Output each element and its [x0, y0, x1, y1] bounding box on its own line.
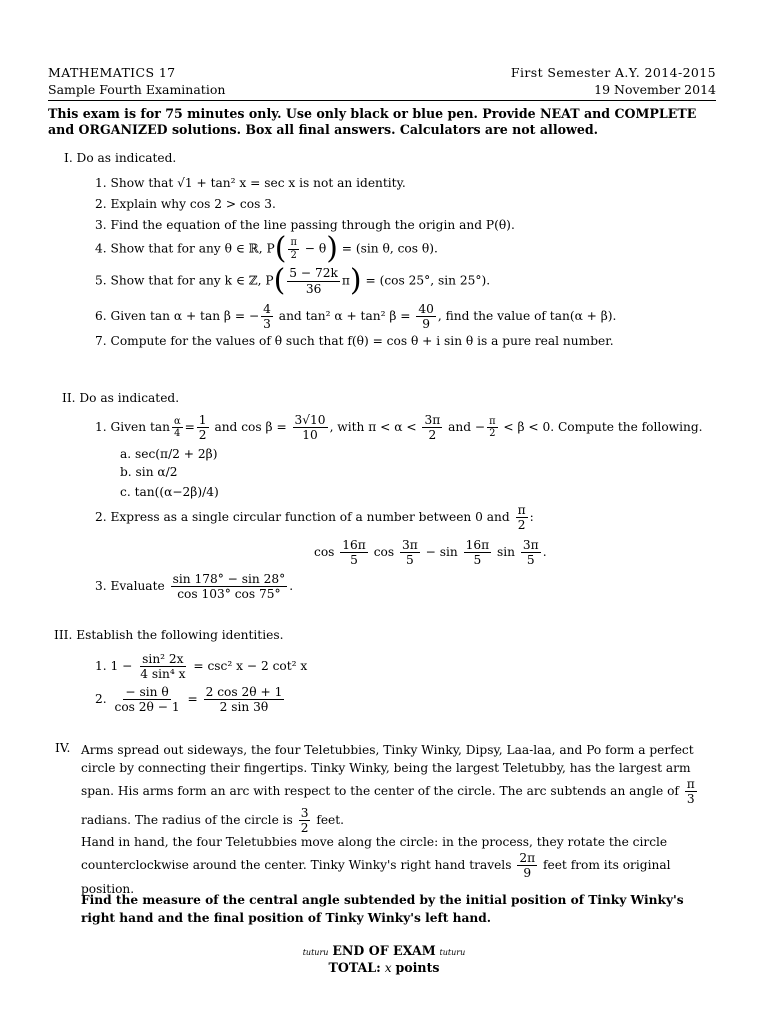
part1-q6: 6. Given tan α + tan β = − $\frac{4}{3}$ and tan² α + tan² β = $\frac{40}{9}$ , find the value of tan(α + β).: [95, 302, 617, 332]
total-points: TOTAL: x points: [328, 960, 440, 975]
part1-q1: 1. Show that √1 + tan² x = sec x is not an identity.: [95, 176, 406, 190]
exam-title: Sample Fourth Examination: [48, 82, 226, 97]
instructions: This exam is for 75 minutes only. Use only black or blue pen. Provide NEAT and COMPLETE and ORGANIZED solutions. Box all final answers. Calculators are not allowed.: [48, 106, 697, 137]
part3-q2: 2. $\frac{\text{− sin θ}}{\cos 2\theta - 1}$ = $\frac{2 \cos 2\theta + 1}{2 \sin 3\theta}$: [95, 685, 283, 715]
part3-q1: 1. 1 − $\frac{\text{sin² 2x}}{\text{4 sin⁴ x}}$ = csc² x − 2 cot² x: [95, 652, 308, 682]
part4-paragraph-1: Arms spread out sideways, the four Teletubbies, Tinky Winky, Dipsy, Laa-laa, and Po form a perfect circle by connecting their fingertips. Tinky Winky, being the largest Teletubby, has the largest arm span. His arms form an arc with respect to the center of the circle. The arc subtends an angle of $\frac{\pi}{3}$ radians. The radius of the circle is $\frac{3}{2}$ feet.: [81, 743, 695, 836]
header: [48, 64, 716, 98]
header-rule: [48, 100, 716, 101]
part1-q3: 3. Find the equation of the line passing through the origin and P(θ).: [95, 218, 515, 232]
part1-heading: I. Do as indicated.: [64, 151, 177, 165]
part1-q5: 5. Show that for any k ∈ ℤ, P( $\frac{5 - 72k}{36}$ π) = (cos 25°, sin 25°).: [95, 263, 491, 298]
part1-q4: 4. Show that for any θ ∈ ℝ, P( $\frac{\pi}{2}$ − θ) = (sin θ, cos θ).: [95, 231, 438, 266]
part2-q1-c: c. tan((α−2β)/4): [120, 485, 219, 499]
part4-label: IV.: [55, 741, 71, 755]
part4-paragraph-2: Hand in hand, the four Teletubbies move along the circle: in the process, they rotate the circle counterclockwise around the center. Tinky Winky's right hand travels $\frac{2\pi}{9}$ feet from its original position.: [81, 835, 671, 897]
part1-q7: 7. Compute for the values of θ such that f(θ) = cos θ + i sin θ is a pure real number.: [95, 334, 614, 348]
part2-heading: II. Do as indicated.: [62, 391, 180, 405]
part2-q2: 2. Express as a single circular function of a number between 0 and $\frac{\pi}{2}$ :: [95, 503, 534, 533]
part4-question: Find the measure of the central angle subtended by the initial position of Tinky Winky's right hand and the final position of Tinky Winky's left hand.: [81, 893, 684, 925]
exam-date: 19 November 2014: [594, 82, 716, 97]
part3-heading: III. Establish the following identities.: [54, 628, 284, 642]
part2-q2-expression: cos $\frac{16\pi}{5}$ cos $\frac{3\pi}{5}$ − sin $\frac{16\pi}{5}$ sin $\frac{3\pi}{5}$ .: [314, 538, 547, 568]
semester: First Semester A.Y. 2014-2015: [510, 65, 716, 80]
part1-q2: 2. Explain why cos 2 > cos 3.: [95, 197, 276, 211]
part2-q3: 3. Evaluate $\frac{\sin 178^\circ - \sin 28^\circ}{\cos 103^\circ \cos 75^\circ}$ .: [95, 572, 294, 602]
part2-q1-a: a. sec(π/2 + 2β): [120, 447, 218, 461]
part2-q1-b: b. sin α/2: [120, 465, 178, 479]
end-of-exam: tuturu END OF EXAM tuturu: [302, 943, 466, 958]
part2-q1: 1. Given tan $\frac{\alpha}{4}$ = $\frac{1}{2}$ and cos β = $\frac{3√10}{10}$ , with π < α < $\frac{3\pi}{2}$ and − $\frac{\pi}{2}$ < β < 0. Compute the following.: [95, 413, 703, 443]
course-title: MATHEMATICS 17: [48, 65, 176, 80]
